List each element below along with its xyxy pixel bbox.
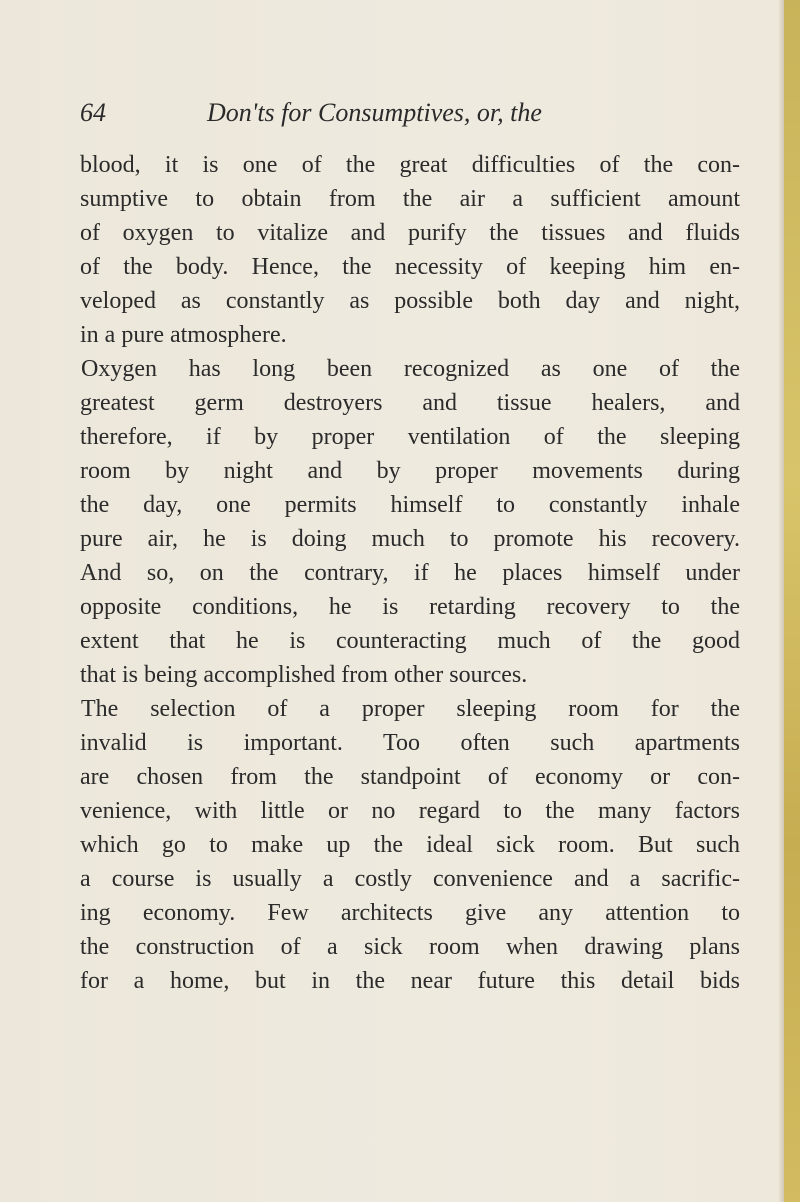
text-line: blood, it is one of the great difficulties of the con-: [80, 152, 740, 178]
page-header: [80, 98, 740, 138]
text-line: veloped as constantly as possible both day and night,: [80, 288, 740, 314]
text-line: sumptive to obtain from the air a sufficient amount: [80, 186, 740, 212]
text-line: in a pure atmosphere.: [80, 322, 287, 348]
text-line: the day, one permits himself to constantly inhale: [80, 492, 740, 518]
text-line: a course is usually a costly convenience and a sacrific-: [80, 866, 740, 892]
text-line: venience, with little or no regard to the many factors: [80, 798, 740, 824]
text-line: opposite conditions, he is retarding recovery to the: [80, 594, 740, 620]
text-line: pure air, he is doing much to promote his recovery.: [80, 526, 740, 552]
text-line: invalid is important. Too often such apartments: [80, 730, 740, 756]
page-edge-strip: [784, 0, 800, 1202]
text-line: The selection of a proper sleeping room for the: [81, 696, 740, 722]
text-line: that is being accomplished from other sources.: [80, 662, 528, 688]
text-line: ing economy. Few architects give any attention to: [80, 900, 740, 926]
text-line: for a home, but in the near future this detail bids: [80, 968, 740, 994]
text-line: And so, on the contrary, if he places himself under: [80, 560, 740, 586]
running-title: Don'ts for Consumptives, or, the: [207, 98, 542, 127]
text-line: therefore, if by proper ventilation of the sleeping: [80, 424, 740, 450]
text-line: the construction of a sick room when drawing plans: [80, 934, 740, 960]
text-line: are chosen from the standpoint of economy or con-: [80, 764, 740, 790]
text-line: room by night and by proper movements during: [80, 458, 740, 484]
text-line: extent that he is counteracting much of the good: [80, 628, 740, 654]
text-line: of oxygen to vitalize and purify the tissues and fluids: [80, 220, 740, 246]
text-line: of the body. Hence, the necessity of keeping him en-: [80, 254, 740, 280]
body-text: [80, 148, 740, 998]
text-line: Oxygen has long been recognized as one of the: [81, 356, 740, 382]
page-number: 64: [80, 98, 106, 127]
text-line: which go to make up the ideal sick room. But such: [80, 832, 740, 858]
text-line: greatest germ destroyers and tissue healers, and: [80, 390, 740, 416]
